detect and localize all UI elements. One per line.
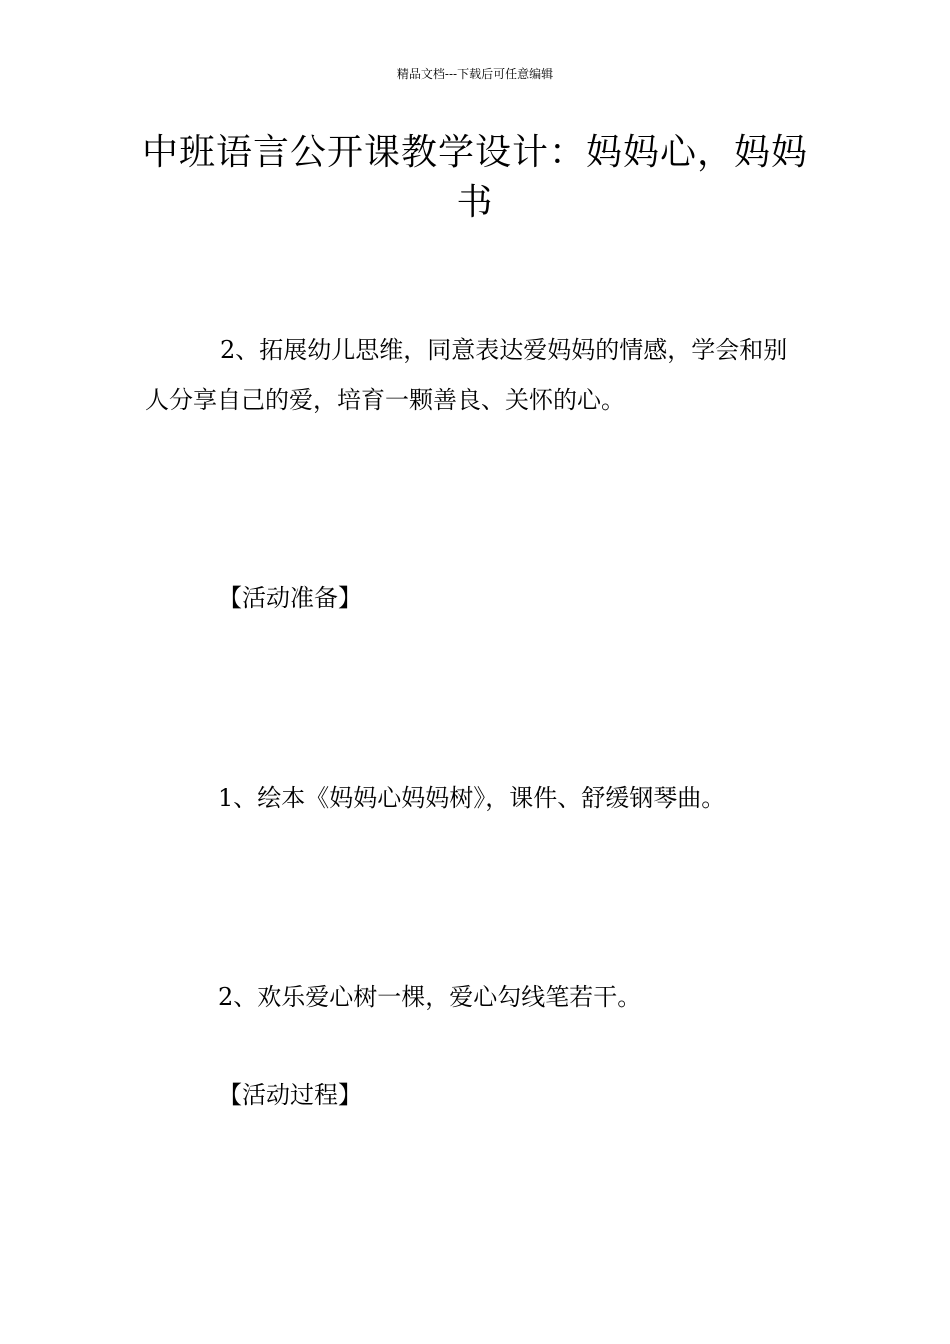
section-heading-process: 【活动过程】 (218, 1081, 362, 1109)
section-heading-preparation: 【活动准备】 (218, 584, 362, 612)
document-title: 中班语言公开课教学设计：妈妈心，妈妈书 (141, 132, 808, 223)
paragraph-goal-2: 2、拓展幼儿思维，同意表达爱妈妈的情感，学会和别人分享自己的爱，培育一颗善良、关怀的心。 (145, 336, 788, 414)
header-note: 精品文档---下载后可任意编辑 (396, 67, 554, 81)
paragraph-preparation-2: 2、欢乐爱心树一棵，爱心勾线笔若干。 (218, 983, 642, 1011)
paragraph-preparation-1: 1、绘本《妈妈心妈妈树》，课件、舒缓钢琴曲。 (218, 784, 726, 812)
